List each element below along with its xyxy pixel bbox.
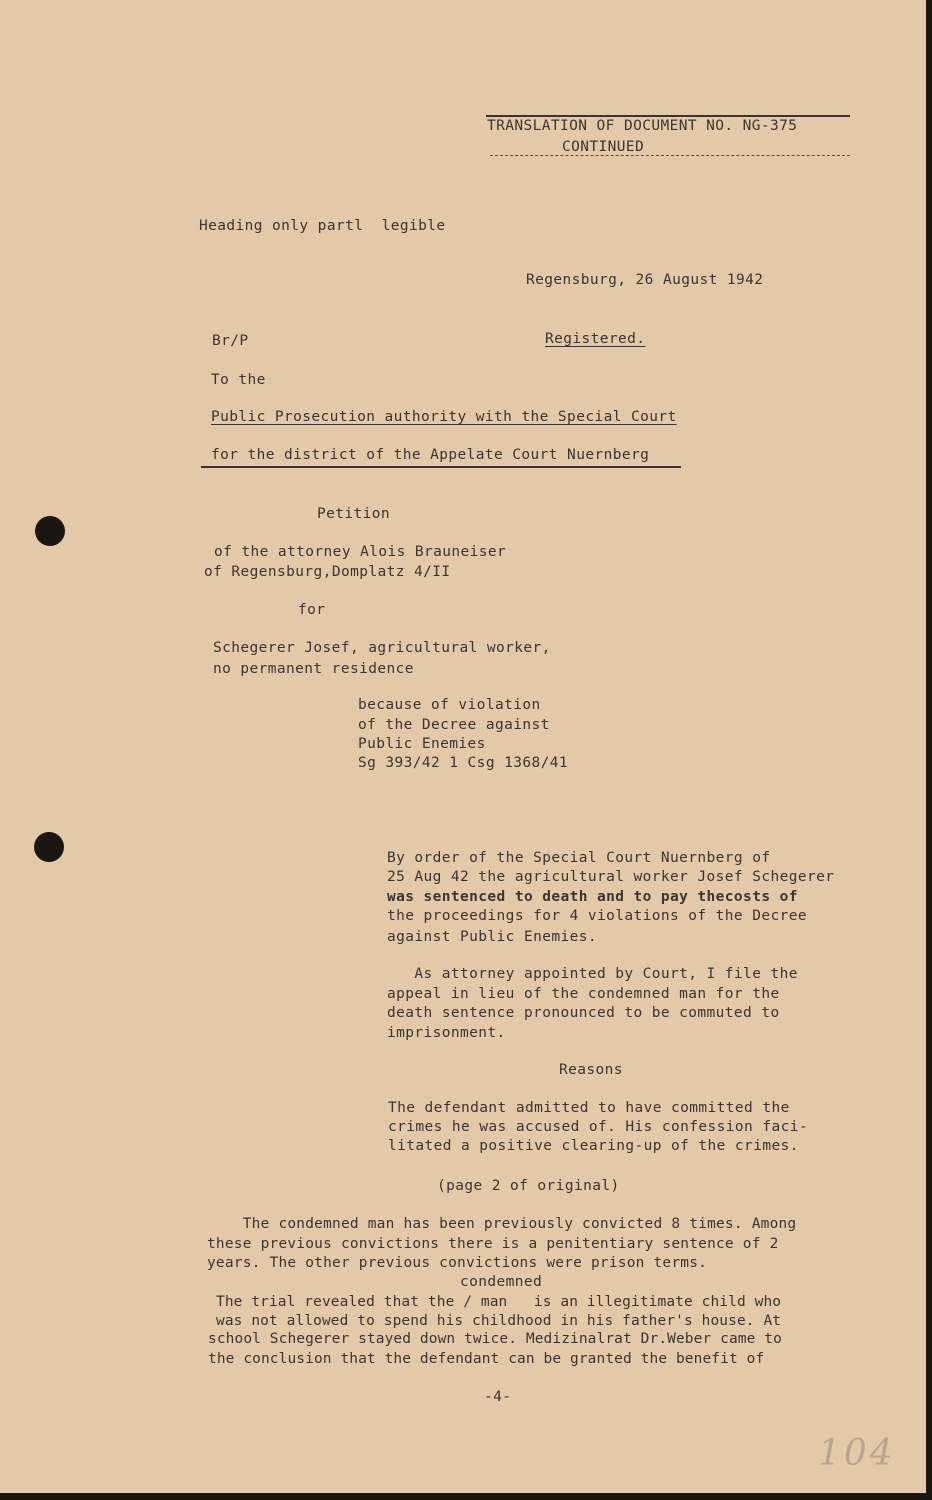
para1-line-1: By order of the Special Court Nuernberg of [387, 850, 771, 866]
punch-hole-lower [34, 832, 64, 862]
para5-line-1: The trial revealed that the / man is an illegitimate child who [216, 1294, 782, 1310]
para2-line-3: death sentence pronounced to be commuted to [387, 1005, 780, 1021]
para5-line-3: school Schegerer stayed down twice. Medizinalrat Dr.Weber came to [208, 1331, 782, 1347]
petitioner-line-2: of Regensburg,Domplatz 4/II [204, 564, 451, 580]
page-note: (page 2 of original) [437, 1178, 620, 1194]
header-bottom-rule [490, 155, 850, 156]
addressee-line-2: for the district of the Appelate Court Nuernberg [211, 447, 650, 463]
cause-line-1: because of violation [358, 697, 541, 713]
para5-line-2: was not allowed to spend his childhood in his father's house. At [216, 1313, 782, 1329]
insert-word: condemned [460, 1274, 543, 1290]
place-date: Regensburg, 26 August 1942 [526, 272, 764, 288]
pencil-page-mark: 104 [818, 1433, 896, 1474]
cause-line-3: Public Enemies [358, 736, 486, 752]
page-number: -4- [484, 1389, 512, 1405]
para4-line-1: The condemned man has been previously convicted 8 times. Among [207, 1216, 797, 1232]
reference-code: Br/P [212, 333, 249, 349]
petition-title: Petition [317, 506, 391, 522]
para3-line-3: litated a positive clearing-up of the crimes. [388, 1138, 799, 1154]
para4-line-3: years. The other previous convictions were prison terms. [207, 1255, 708, 1271]
para4-line-2: these previous convictions there is a penitentiary sentence of 2 [207, 1236, 779, 1252]
para5-line-4: the conclusion that the defendant can be granted the benefit of [208, 1351, 765, 1367]
reasons-title: Reasons [559, 1062, 623, 1078]
registered-label: Registered. [545, 331, 646, 347]
for-label: for [298, 602, 326, 618]
para1-line-2: 25 Aug 42 the agricultural worker Josef Schegerer [387, 869, 835, 885]
para3-line-2: crimes he was accused of. His confession faci- [388, 1119, 808, 1135]
para1-line-3: was sentenced to death and to pay thecosts of [387, 889, 798, 905]
heading-note: Heading only partl legible [199, 218, 446, 234]
cause-line-2: of the Decree against [358, 717, 550, 733]
addressee-rule [201, 466, 681, 468]
punch-hole-upper [35, 516, 65, 546]
para1-line-4: the proceedings for 4 violations of the Decree [387, 908, 807, 924]
para2-line-4: imprisonment. [387, 1025, 506, 1041]
para2-line-2: appeal in lieu of the condemned man for the [387, 986, 780, 1002]
para2-line-1: As attorney appointed by Court, I file the [387, 966, 798, 982]
header-continued: CONTINUED [562, 139, 645, 155]
addressee-line-1: Public Prosecution authority with the Special Court [211, 409, 677, 425]
defendant-line-1: Schegerer Josef, agricultural worker, [213, 640, 551, 656]
to-the: To the [211, 372, 266, 388]
defendant-line-2: no permanent residence [213, 661, 414, 677]
header-title: TRANSLATION OF DOCUMENT NO. NG-375 [487, 118, 798, 134]
para3-line-1: The defendant admitted to have committed the [388, 1100, 790, 1116]
cause-line-4: Sg 393/42 1 Csg 1368/41 [358, 755, 568, 771]
para1-line-5: against Public Enemies. [387, 929, 597, 945]
petitioner-line-1: of the attorney Alois Brauneiser [214, 544, 507, 560]
